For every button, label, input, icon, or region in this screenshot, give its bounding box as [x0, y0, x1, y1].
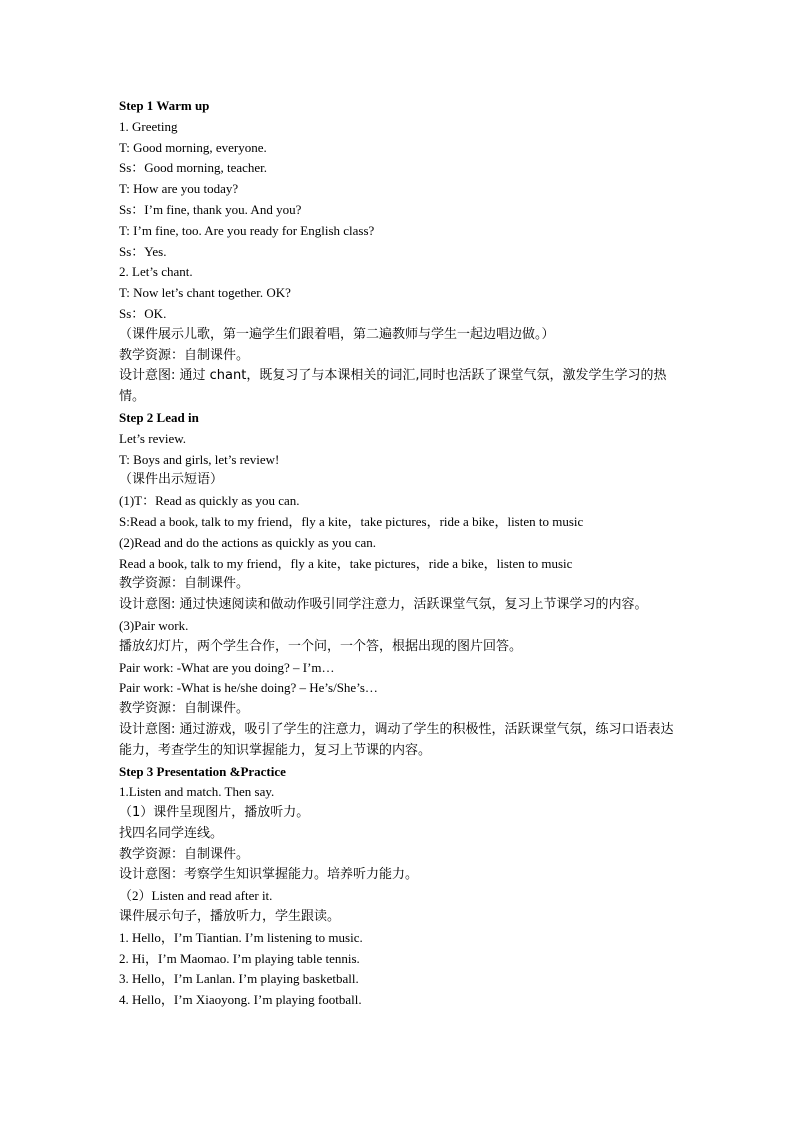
sentence-line: 2. Hi，I’m Maomao. I’m playing table tennis.	[119, 950, 360, 966]
step1-line: T: How are you today?	[119, 181, 239, 197]
step3-note: 找四名同学连线。	[119, 825, 224, 841]
step2-line: (2)Read and do the actions as quickly as you can.	[119, 534, 377, 550]
step2-intent: 设计意图: 通过游戏，吸引了学生的注意力，调动了学生的积极性，活跃课堂气氛，练习口语表达能力，考查学生的知识掌握能力，复习上节课的内容。	[119, 721, 674, 758]
step1-resource: 教学资源：自制课件。	[119, 347, 250, 363]
step1-note: （课件展示儿歌，第一遍学生们跟着唱，第二遍教师与学生一起边唱边做。）	[119, 326, 555, 342]
step2-intent: 设计意图: 通过快速阅读和做动作吸引同学注意力，活跃课堂气氛，复习上节课学习的内容。	[119, 597, 648, 613]
sentence-line: 4. Hello，I’m Xiaoyong. I’m playing football.	[119, 992, 362, 1008]
lesson-plan-body	[119, 96, 679, 1011]
step3-note: 课件展示句子，播放听力，学生跟读。	[119, 909, 341, 925]
step2-line: (1)T：Read as quickly as you can.	[119, 493, 300, 509]
step1-line: Ss：Yes.	[119, 243, 167, 259]
sentence-line: 1. Hello，I’m Tiantian. I’m listening to music.	[119, 929, 363, 945]
step2-note: （课件出示短语）	[119, 472, 224, 488]
sentence-line: 3. Hello，I’m Lanlan. I’m playing basketball.	[119, 971, 359, 987]
pair-work-line: Pair work: -What are you doing? – I’m…	[119, 659, 335, 675]
pair-work-heading: (3)Pair work.	[119, 617, 189, 633]
step1-line: Ss：Good morning, teacher.	[119, 160, 268, 176]
step1-line: 1. Greeting	[119, 118, 178, 134]
step2-heading: Step 2 Lead in	[119, 409, 199, 425]
step2-line: Read a book, talk to my friend，fly a kite，take pictures，ride a bike，listen to music	[119, 555, 573, 571]
step3-intent: 设计意图：考察学生知识掌握能力。培养听力能力。	[119, 867, 419, 883]
step2-resource: 教学资源：自制课件。	[119, 701, 250, 717]
step3-resource: 教学资源：自制课件。	[119, 846, 250, 862]
step1-line: T: Now let’s chant together. OK?	[119, 285, 291, 301]
step1-line: Ss：OK.	[119, 305, 167, 321]
step2-line: S:Read a book, talk to my friend，fly a kite，take pictures，ride a bike，listen to music	[119, 513, 584, 529]
step2-line: T: Boys and girls, let’s review!	[119, 451, 280, 467]
step2-resource: 教学资源：自制课件。	[119, 576, 250, 592]
step2-line: Let’s review.	[119, 430, 187, 446]
step3-note: （1）课件呈现图片，播放听力。	[119, 805, 310, 821]
pair-work-note: 播放幻灯片，两个学生合作，一个问，一个答，根据出现的图片回答。	[119, 638, 523, 654]
step1-line: Ss：I’m fine, thank you. And you?	[119, 201, 302, 217]
step1-line: T: I’m fine, too. Are you ready for English class?	[119, 222, 375, 238]
listen-read-line: （2）Listen and read after it.	[119, 888, 273, 904]
listen-match-line: 1.Listen and match. Then say.	[119, 784, 275, 800]
step1-line: T: Good morning, everyone.	[119, 139, 267, 155]
pair-work-line: Pair work: -What is he/she doing? – He’s/She’s…	[119, 680, 378, 696]
step1-heading: Step 1 Warm up	[119, 98, 210, 113]
step1-line: 2. Let’s chant.	[119, 264, 193, 280]
step1-intent: 设计意图: 通过 chant，既复习了与本课相关的词汇,同时也活跃了课堂气氛，激发学生学习的热情。	[119, 368, 667, 405]
step3-heading: Step 3 Presentation &Practice	[119, 763, 286, 779]
